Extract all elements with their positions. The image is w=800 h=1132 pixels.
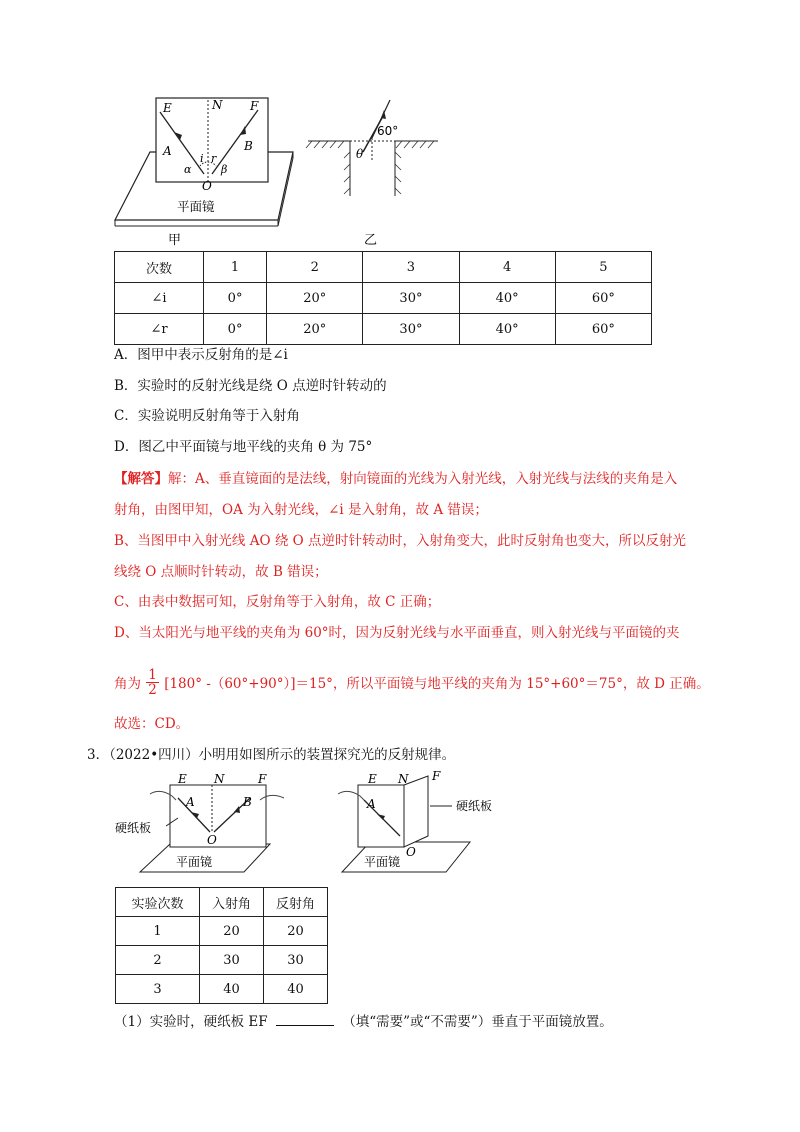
q3-left-label-B: B: [243, 795, 252, 809]
table-cell: 20°: [267, 314, 363, 345]
jia-label-N: N: [212, 98, 223, 112]
q3-right-board-label: 硬纸板: [456, 799, 493, 813]
table-cell: 30: [264, 946, 328, 975]
fraction: [146, 668, 159, 697]
table-cell: 30°: [363, 283, 459, 314]
jia-label-F: F: [250, 99, 259, 113]
table-cell: 实验次数: [116, 888, 200, 917]
table-cell: 1: [204, 252, 267, 283]
table-cell: ∠r: [115, 314, 204, 345]
table-cell: 60°: [555, 283, 651, 314]
answer-line-1: [114, 469, 677, 489]
answer-line-6: D、当太阳光与地平线的夹角为 60°时，因为反射光线与水平面垂直，则入射光线与平面镜的夹: [114, 625, 680, 641]
table-row: [116, 888, 328, 917]
fraction-numerator: 1: [148, 667, 157, 683]
figure-q3: [110, 770, 540, 880]
table-row: [116, 917, 328, 946]
table-row: [115, 252, 652, 283]
table-row: [116, 946, 328, 975]
jia-label-beta: β: [221, 163, 228, 176]
table-cell: 2: [116, 946, 200, 975]
sub-question-1-pre: （1）实验时，硬纸板 EF: [114, 1014, 268, 1030]
q3-left-label-E: E: [178, 772, 187, 786]
yi-angle-label: 60°: [377, 124, 399, 138]
answer-tag: 【解答】: [114, 471, 168, 487]
q3-right-label-N: N: [398, 772, 409, 786]
jia-label-E: E: [163, 101, 172, 115]
table-cell: 2: [267, 252, 363, 283]
q3-right-diagram: [338, 776, 470, 872]
table-cell: 60°: [555, 314, 651, 345]
q3-left-label-O: O: [207, 833, 217, 847]
option-b: B．实验时的反射光线是绕 O 点逆时针转动的: [114, 378, 387, 394]
table-cell: 入射角: [200, 888, 264, 917]
sub-question-1-post: （填“需要”或“不需要”）垂直于平面镜放置。: [342, 1014, 613, 1030]
q3-left-label-N: N: [214, 772, 225, 786]
question-number: 3．: [87, 747, 110, 763]
yi-diagram: [306, 100, 438, 196]
table-cell: 20: [200, 917, 264, 946]
table-cell: 40: [264, 975, 328, 1004]
answer-line-7-pre: 角为: [114, 676, 141, 692]
table-cell: 5: [555, 252, 651, 283]
jia-label-r: r: [211, 152, 217, 165]
answer-line-5: C、由表中数据可知，反射角等于入射角，故 C 正确；: [114, 594, 441, 610]
table-row: [115, 283, 652, 314]
table-cell: 反射角: [264, 888, 328, 917]
table-cell: 40: [200, 975, 264, 1004]
answer-line-7: [114, 667, 710, 699]
sub-question-1: [114, 1011, 613, 1032]
table-row: [116, 975, 328, 1004]
jia-label-O: O: [202, 179, 212, 193]
table-cell: 20: [264, 917, 328, 946]
table-cell: 4: [459, 252, 555, 283]
table-cell: 1: [116, 917, 200, 946]
table-cell: 0°: [204, 314, 267, 345]
answer-line-7-post: [180° -（60°+90°）]＝15°，所以平面镜与地平线的夹角为 15°+60°＝75°，故 D 正确。: [164, 676, 710, 692]
answer-line-2: 射角，由图甲知，OA 为入射光线，∠i 是入射角，故 A 错误；: [114, 502, 488, 518]
option-d: D．图乙中平面镜与地平线的夹角 θ 为 75°: [114, 439, 373, 455]
table-cell: 30: [200, 946, 264, 975]
data-table-2: [115, 887, 328, 1004]
q3-left-label-A: A: [186, 795, 195, 809]
q3-right-label-F: F: [432, 770, 441, 783]
table-cell: 40°: [459, 283, 555, 314]
option-c: C．实验说明反射角等于入射角: [114, 408, 300, 424]
q3-left-board-label: 硬纸板: [115, 821, 152, 835]
jia-label-A: A: [163, 144, 172, 158]
q3-right-mirror-label: 平面镜: [364, 855, 401, 869]
answer-choice: 故选：CD。: [114, 716, 190, 732]
q3-left-label-F: F: [258, 772, 267, 786]
q3-right-label-E: E: [368, 772, 377, 786]
table-cell: 3: [116, 975, 200, 1004]
q3-left-mirror-label: 平面镜: [176, 855, 213, 869]
jia-caption: 甲: [168, 233, 182, 248]
table-row: [115, 314, 652, 345]
yi-theta-label: θ: [356, 147, 364, 161]
yi-caption: 乙: [364, 233, 378, 248]
table-cell: 20°: [267, 283, 363, 314]
table-cell: 0°: [204, 283, 267, 314]
answer-text: 解：A、垂直镜面的是法线，射向镜面的光线为入射光线，入射光线与法线的夹角是入: [168, 471, 678, 487]
table-cell: 3: [363, 252, 459, 283]
table-cell: 次数: [115, 252, 204, 283]
data-table-1: [114, 251, 652, 345]
table-cell: 40°: [459, 314, 555, 345]
table-cell: ∠i: [115, 283, 204, 314]
answer-blank[interactable]: [276, 1011, 334, 1026]
answer-line-3: B、当图甲中入射光线 AO 绕 O 点逆时针转动时，入射角变大，此时反射角也变大，所以反射光: [114, 533, 686, 549]
fraction-denominator: 2: [148, 682, 157, 698]
figure-jia-yi: [100, 80, 460, 250]
question-3: [87, 745, 455, 765]
option-a: A．图甲中表示反射角的是∠i: [114, 347, 288, 363]
answer-line-4: 线绕 O 点顺时针转动，故 B 错误；: [114, 564, 328, 580]
q3-right-label-A: A: [367, 797, 376, 811]
jia-label-i: i: [200, 152, 204, 165]
q3-right-label-O: O: [406, 845, 416, 859]
question-stem: （2022•四川）小明用如图所示的装置探究光的反射规律。: [109, 747, 456, 763]
jia-mirror-label: 平面镜: [177, 199, 215, 214]
jia-label-B: B: [244, 139, 253, 153]
jia-label-alpha: α: [184, 163, 192, 176]
table-cell: 30°: [363, 314, 459, 345]
